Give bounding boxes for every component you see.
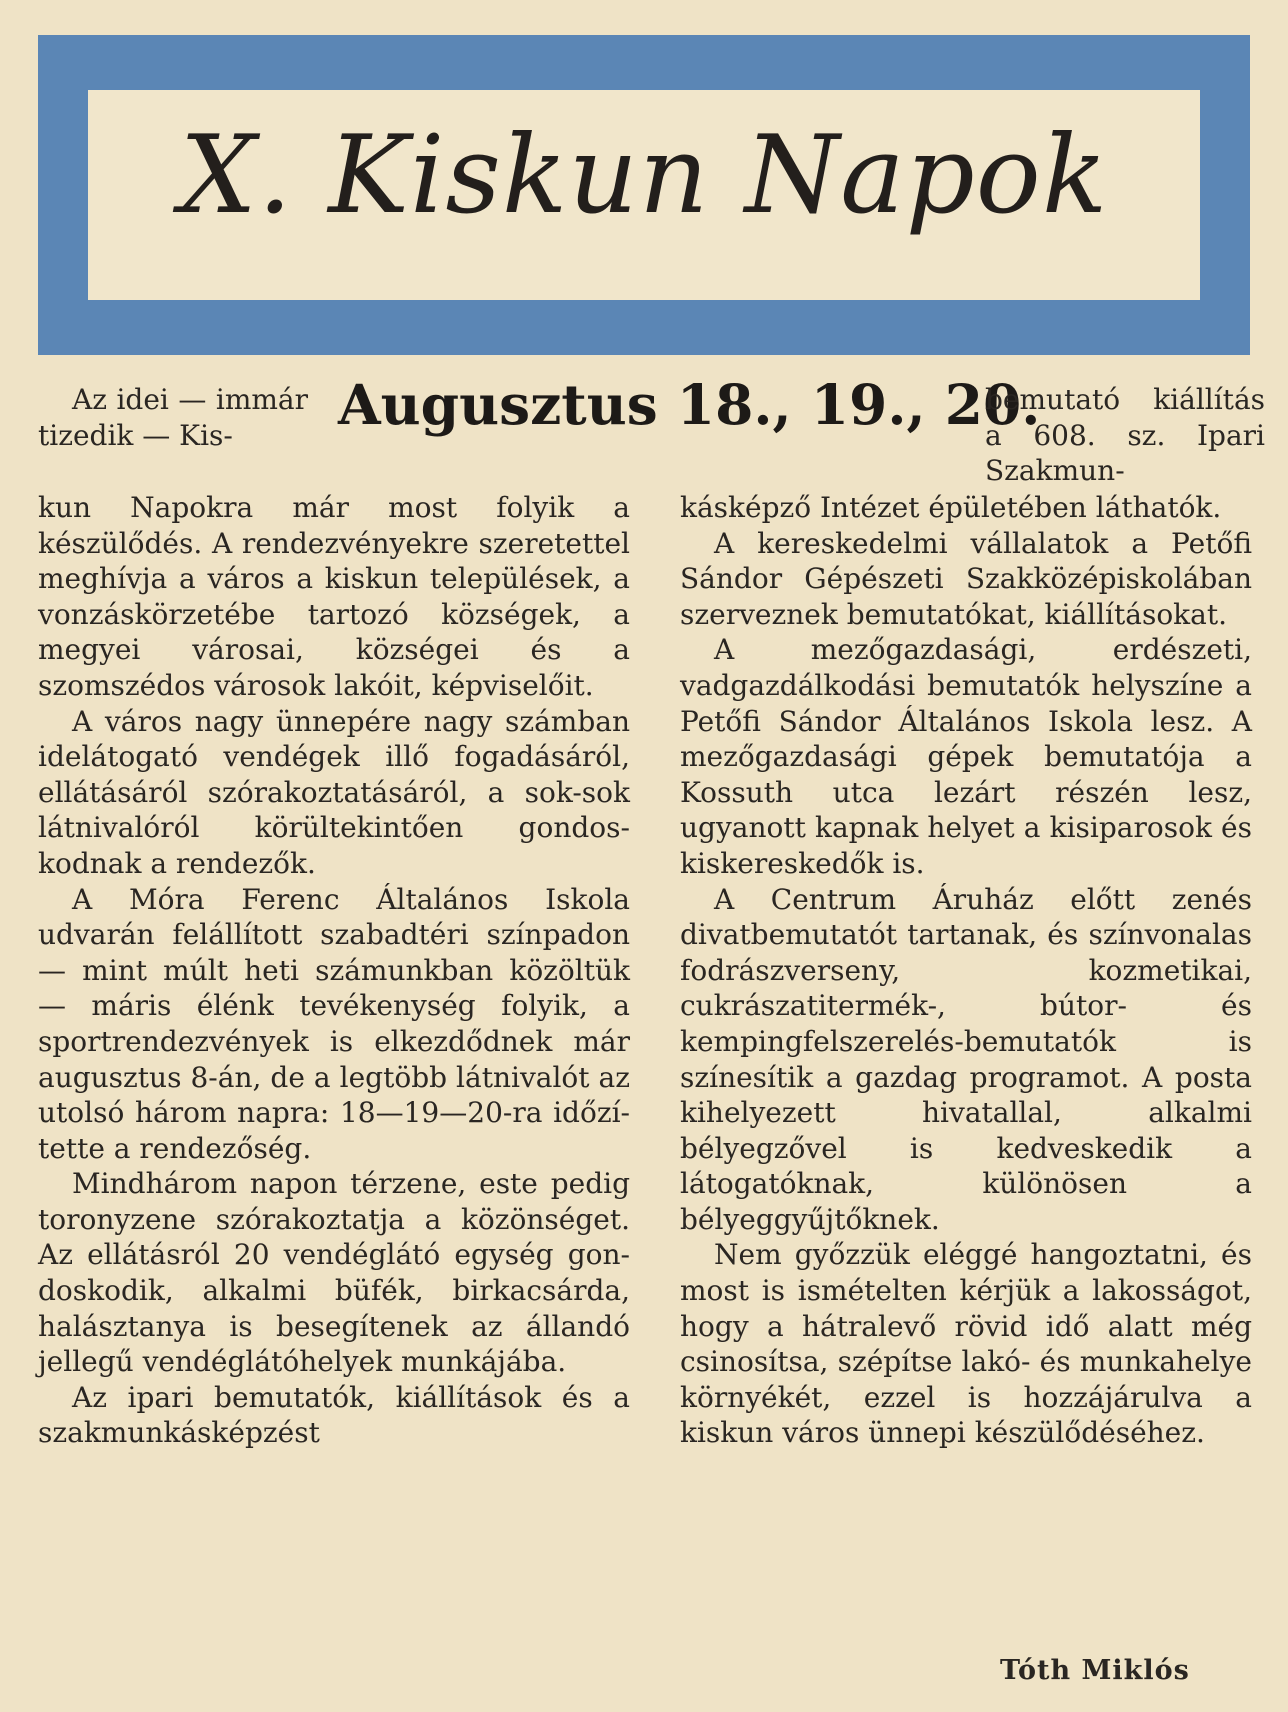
left-paragraph: Mindhárom napon térzene, este pedig toronyzene szórakoztatja a közönséget. Az ellátásról 20 vendéglátó egység gondoskodik, alkalmi büfék, birkacsárda, halásztanya is besegítenek az állandó jellegű vendéglátóhelyek munkájába.: [38, 1167, 630, 1379]
left-paragraph: kun Napokra már most folyik a készülődés. A rendezvényekre szeretettel meghívja a város a kiskun települések, a vonzáskörzetébe tartozó községek, a megyei városai, községei és a szomszédos városok lakóit, képviselőit.: [38, 491, 630, 702]
page-title: X. Kiskun Napok: [179, 113, 1109, 238]
right-intro-text: bemutató kiállítás a 608. sz. Ipari Szakmun-: [985, 383, 1265, 488]
left-column-intro: [38, 382, 308, 453]
left-paragraph: Az ipari bemutatók, kiállítások és a szakmunkásképzést: [38, 1380, 630, 1450]
right-paragraph: A mezőgazdasági, erdészeti, vadgazdálkodási bemutatók helyszíne a Petőfi Sándor Általános Iskola lesz. A mezőgazdasági gépek bemutatója a Kossuth utca lezárt részén lesz, ugyanott kapnak helyet a kisiparosok és kiskereskedők is.: [680, 633, 1252, 880]
left-column: [38, 490, 630, 1451]
left-paragraph: A Móra Ferenc Általános Iskola udvarán felállított szabadtéri színpadon — mint múlt heti számunkban közöltük — máris élénk tevékenység folyik, a sportrendezvények is elkezdődnek már augusztus 8-án, de a legtöbb látnivalót az utolsó három napra: 18—19—20-ra időzítette a rendezőség.: [38, 882, 630, 1165]
author-signature: Tóth Miklós: [1000, 1655, 1190, 1686]
left-paragraph: A város nagy ünnepére nagy számban idelátogató vendégek illő fogadásáról, ellátásáról szórakoztatásáról, a sok-sok látnivalóról körültekintően gondoskodnak a rendezők.: [38, 704, 630, 880]
right-paragraph: Nem győzzük eléggé hangoztatni, és most is ismételten kérjük a lakosságot, hogy a hátralevő rövid idő alatt még csinosítsa, szépítse lakó- és munkahelye környékét, ezzel is hozzájárulva a kiskun város ünnepi készülődéséhez.: [680, 1238, 1252, 1450]
title-banner: [38, 35, 1250, 355]
right-paragraph: kásképző Intézet épületében láthatók.: [680, 491, 1222, 524]
right-paragraph: A Centrum Áruház előtt zenés divatbemutatót tartanak, és színvonalas fodrászverseny, kozmetikai, cukrászatitermék-, bútor- és kempingfelszerelés-bemutatók is színesítik a gazdag programot. A posta kihelyezett hivatallal, alkalmi bélyegzővel is kedveskedik a látogatóknak, különösen a bélyeggyűjtőknek.: [680, 882, 1252, 1236]
right-paragraph: A kereskedelmi vállalatok a Petőfi Sándor Gépészeti Szakközépiskolában szerveznek bemutatókat, kiállításokat.: [680, 526, 1252, 631]
headline-dates: Augusztus 18., 19., 20.: [338, 372, 1041, 437]
left-intro-text: Az idei — immár tizedik — Kis-: [38, 383, 308, 452]
right-column-intro: [985, 382, 1265, 489]
right-column: [680, 490, 1252, 1451]
